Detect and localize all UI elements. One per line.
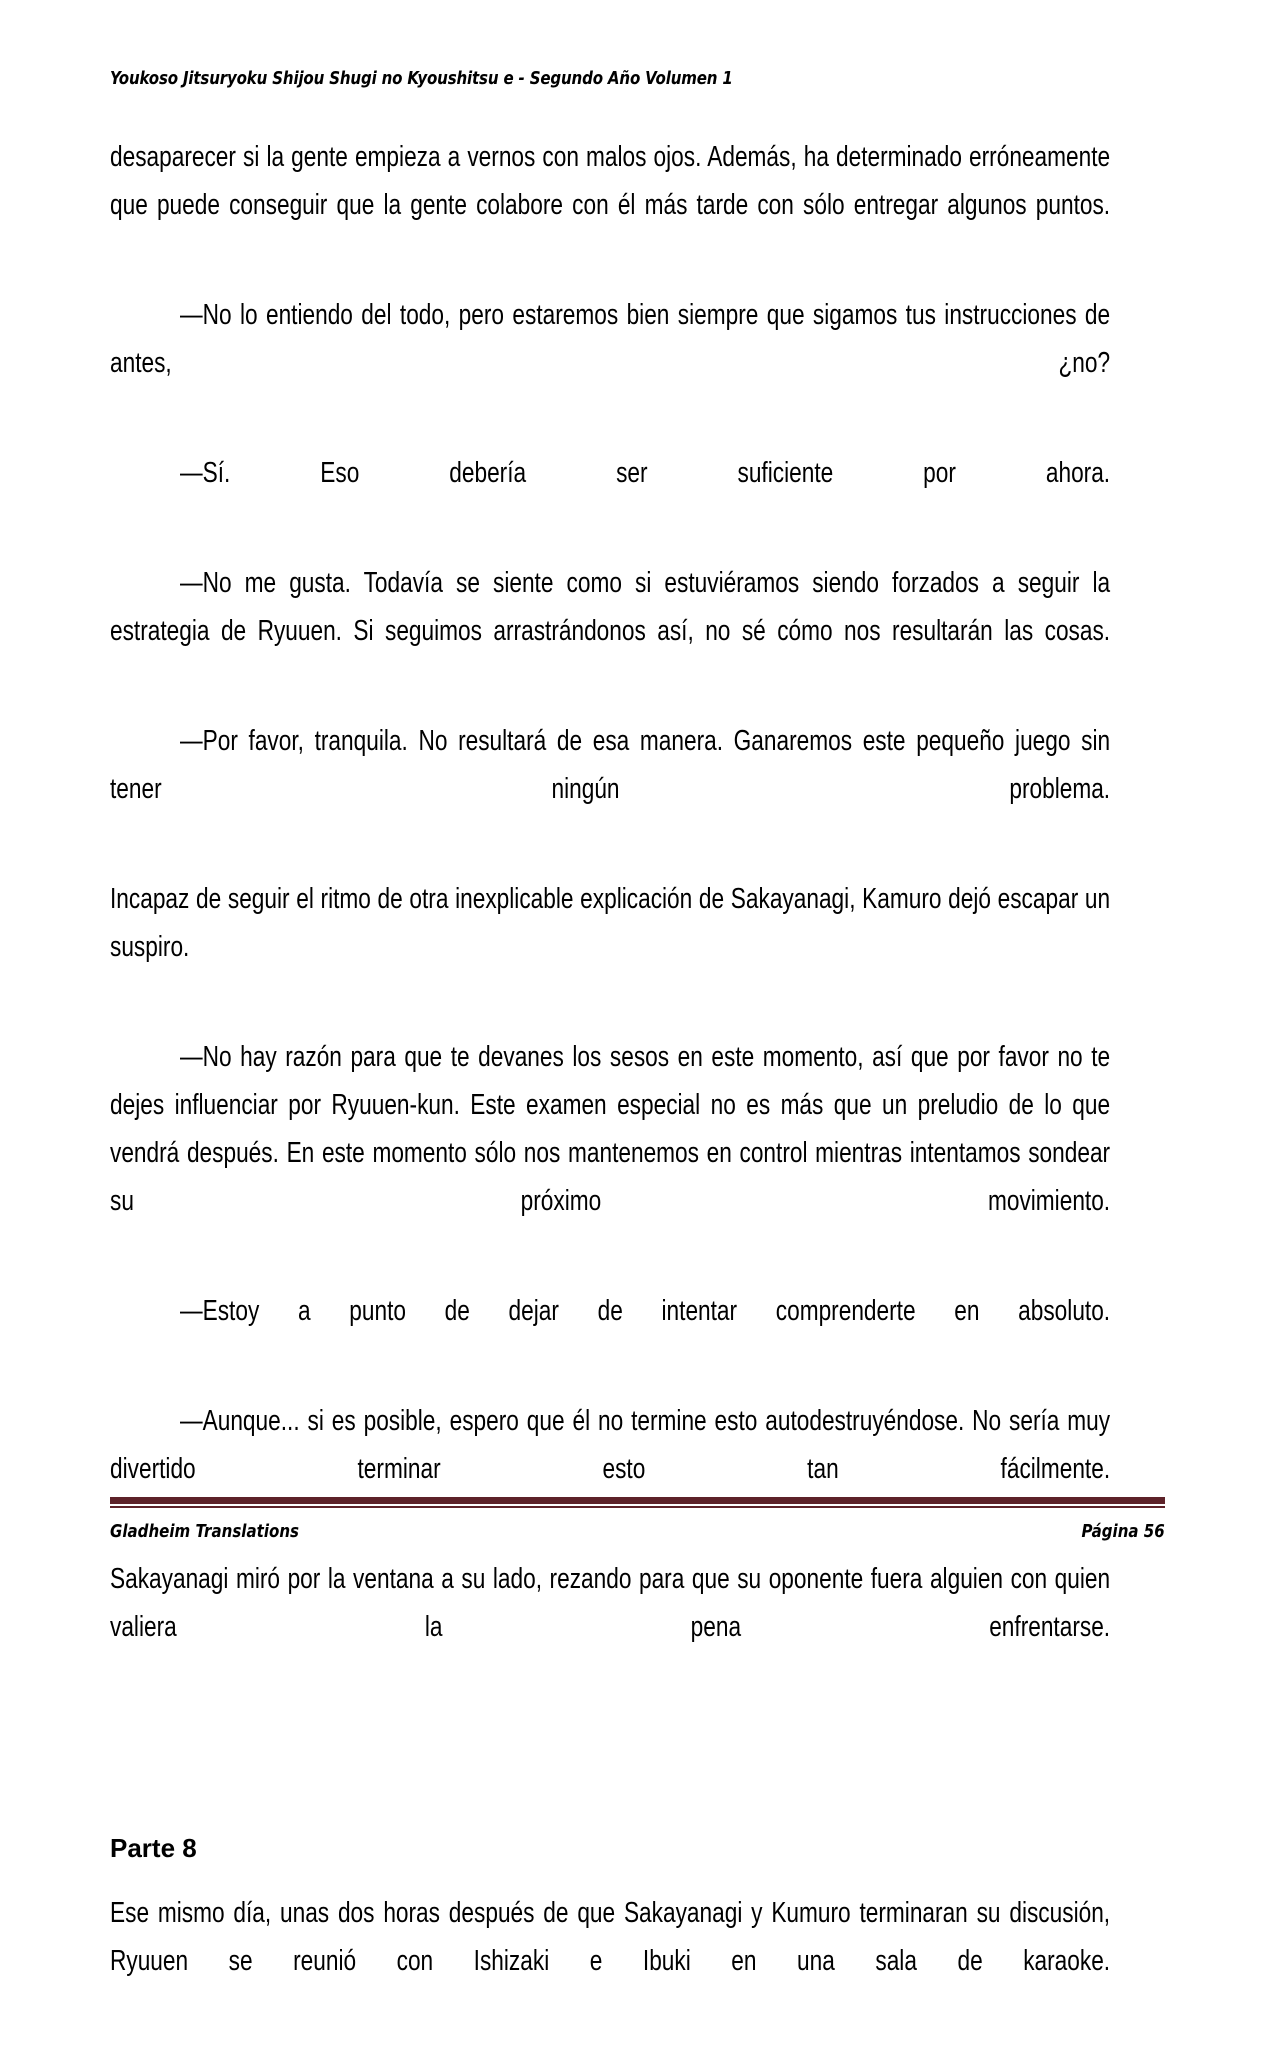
footer-rule-thin <box>110 1506 1165 1508</box>
paragraph: Ese mismo día, unas dos horas después de que Sakayanagi y Kumuro terminaran su discusión, Ryuuen se reunió con Ishizaki e Ibuki en una sala de karaoke. <box>110 1897 1111 1977</box>
paragraph: Incapaz de seguir el ritmo de otra inexplicable explicación de Sakayanagi, Kamuro dejó escapar un suspiro. <box>110 883 1111 963</box>
page-body <box>110 133 1110 2047</box>
book-title: Youkoso Jitsuryoku Shijou Shugi no Kyoushitsu e - Segundo Año Volumen 1 <box>110 69 733 89</box>
page-footer <box>110 1520 1165 1544</box>
paragraph: —No me gusta. Todavía se siente como si estuviéramos siendo forzados a seguir la estrategia de Ryuuen. Si seguimos arrastrándonos así, no sé cómo nos resultarán las cosas. <box>110 567 1111 647</box>
running-header <box>110 68 1165 98</box>
section-spacer <box>110 1713 1110 1831</box>
paragraph: desaparecer si la gente empieza a vernos con malos ojos. Además, ha determinado erróneamente que puede conseguir que la gente colabore con él más tarde con sólo entregar algunos puntos. <box>110 141 1111 221</box>
paragraph: Sakayanagi miró por la ventana a su lado, rezando para que su oponente fuera alguien con quien valiera la pena enfrentarse. <box>110 1563 1111 1643</box>
paragraph: —Aunque... si es posible, espero que él no termine esto autodestruyéndose. No sería muy divertido terminar esto tan fácilmente. <box>110 1405 1111 1485</box>
page-number: Página 56 <box>1081 1522 1165 1542</box>
paragraph: —Estoy a punto de dejar de intentar comprenderte en absoluto. <box>179 1295 1111 1327</box>
paragraph: —No hay razón para que te devanes los sesos en este momento, así que por favor no te dejes influenciar por Ryuuen-kun. Este examen especial no es más que un preludio de lo que vendrá después. En este momento sólo nos mantenemos en control mientras intentamos sondear su próximo movimiento. <box>110 1041 1111 1217</box>
section-heading: Parte 8 <box>110 1833 197 1863</box>
heading-spacer <box>110 1865 1110 1889</box>
footer-left <box>110 1520 330 1544</box>
paragraph: —Sí. Eso debería ser suficiente por ahora. <box>179 457 1111 489</box>
paragraph: —Por favor, tranquila. No resultará de esa manera. Ganaremos este pequeño juego sin tener ningún problema. <box>110 725 1111 805</box>
footer-right <box>1068 1520 1165 1544</box>
footer-rule-thick <box>110 1497 1165 1504</box>
paragraph: —No lo entiendo del todo, pero estaremos bien siempre que sigamos tus instrucciones de antes, ¿no? <box>110 299 1111 379</box>
translator-credit: Gladheim Translations <box>110 1522 299 1542</box>
footer-divider <box>110 1497 1165 1508</box>
